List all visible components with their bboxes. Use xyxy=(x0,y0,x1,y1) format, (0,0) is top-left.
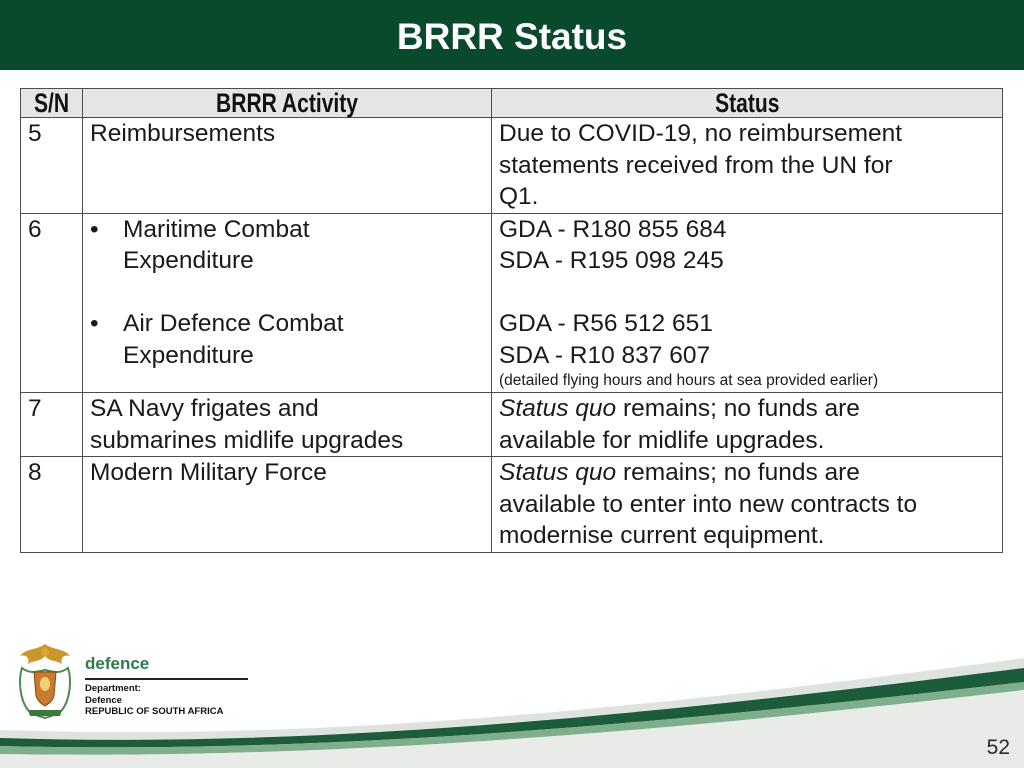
status-line: GDA - R180 855 684 xyxy=(499,215,727,243)
activity-line: submarines midlife upgrades xyxy=(90,426,404,454)
page-number: 52 xyxy=(986,736,1010,759)
status-line: statements received from the UN for xyxy=(499,151,893,179)
dept-name: Defence xyxy=(85,695,122,706)
footer-swoosh xyxy=(0,620,1024,768)
header-status: Status xyxy=(492,89,1003,118)
status-line: modernise current equipment. xyxy=(499,522,825,549)
brrr-status-table xyxy=(20,88,1003,553)
activity-line: SA Navy frigates and xyxy=(90,395,319,422)
bullet-text: Maritime Combat xyxy=(123,215,310,243)
header-activity: BRRR Activity xyxy=(83,89,492,118)
status-line: SDA - R195 098 245 xyxy=(499,247,724,274)
table-row xyxy=(21,393,1003,457)
status-line: GDA - R56 512 651 xyxy=(499,310,713,337)
activity-bullet-list xyxy=(90,214,491,372)
bullet-icon: • xyxy=(90,310,99,337)
cell-activity xyxy=(83,393,492,457)
header-sn: S/N xyxy=(21,89,83,118)
status-italic: Status quo xyxy=(499,459,617,486)
bullet-icon: • xyxy=(90,215,99,243)
coat-of-arms-icon xyxy=(14,640,76,722)
status-text: remains; no funds are xyxy=(616,395,860,422)
list-item xyxy=(90,308,491,371)
cell-sn: 8 xyxy=(21,457,83,553)
cell-status xyxy=(492,393,1003,457)
table-row xyxy=(21,457,1003,553)
dept-country: REPUBLIC OF SOUTH AFRICA xyxy=(85,706,224,717)
status-line xyxy=(499,457,1002,489)
cell-activity: Reimbursements xyxy=(83,118,492,214)
status-line: SDA - R10 837 607 xyxy=(499,341,711,369)
cell-status xyxy=(492,213,1003,393)
status-text: remains; no funds are xyxy=(616,459,860,486)
list-item xyxy=(90,214,491,277)
status-line: Due to COVID-19, no reimbursement xyxy=(499,120,903,147)
status-line: Q1. xyxy=(499,183,539,210)
status-line: available for midlife upgrades. xyxy=(499,426,825,454)
slide-title: BRRR Status xyxy=(396,16,628,57)
dept-label: Department: xyxy=(85,683,141,694)
cell-activity: Modern Military Force xyxy=(83,457,492,553)
status-line xyxy=(499,393,1002,425)
cell-status xyxy=(492,457,1003,553)
dept-brand-name: defence xyxy=(85,654,150,673)
table-row xyxy=(21,118,1003,214)
cell-sn: 5 xyxy=(21,118,83,214)
cell-status xyxy=(492,118,1003,214)
table-header-row xyxy=(21,89,1003,118)
divider xyxy=(85,678,248,680)
status-italic: Status quo xyxy=(499,395,617,422)
status-note: (detailed flying hours and hours at sea provided earlier) xyxy=(499,372,879,389)
cell-sn: 6 xyxy=(21,213,83,393)
status-line: available to enter into new contracts to xyxy=(499,490,918,518)
table-row xyxy=(21,213,1003,393)
bullet-text: Expenditure xyxy=(123,247,254,274)
bullet-text: Expenditure xyxy=(123,341,254,369)
cell-sn: 7 xyxy=(21,393,83,457)
cell-activity xyxy=(83,213,492,393)
bullet-text: Air Defence Combat xyxy=(123,310,344,337)
